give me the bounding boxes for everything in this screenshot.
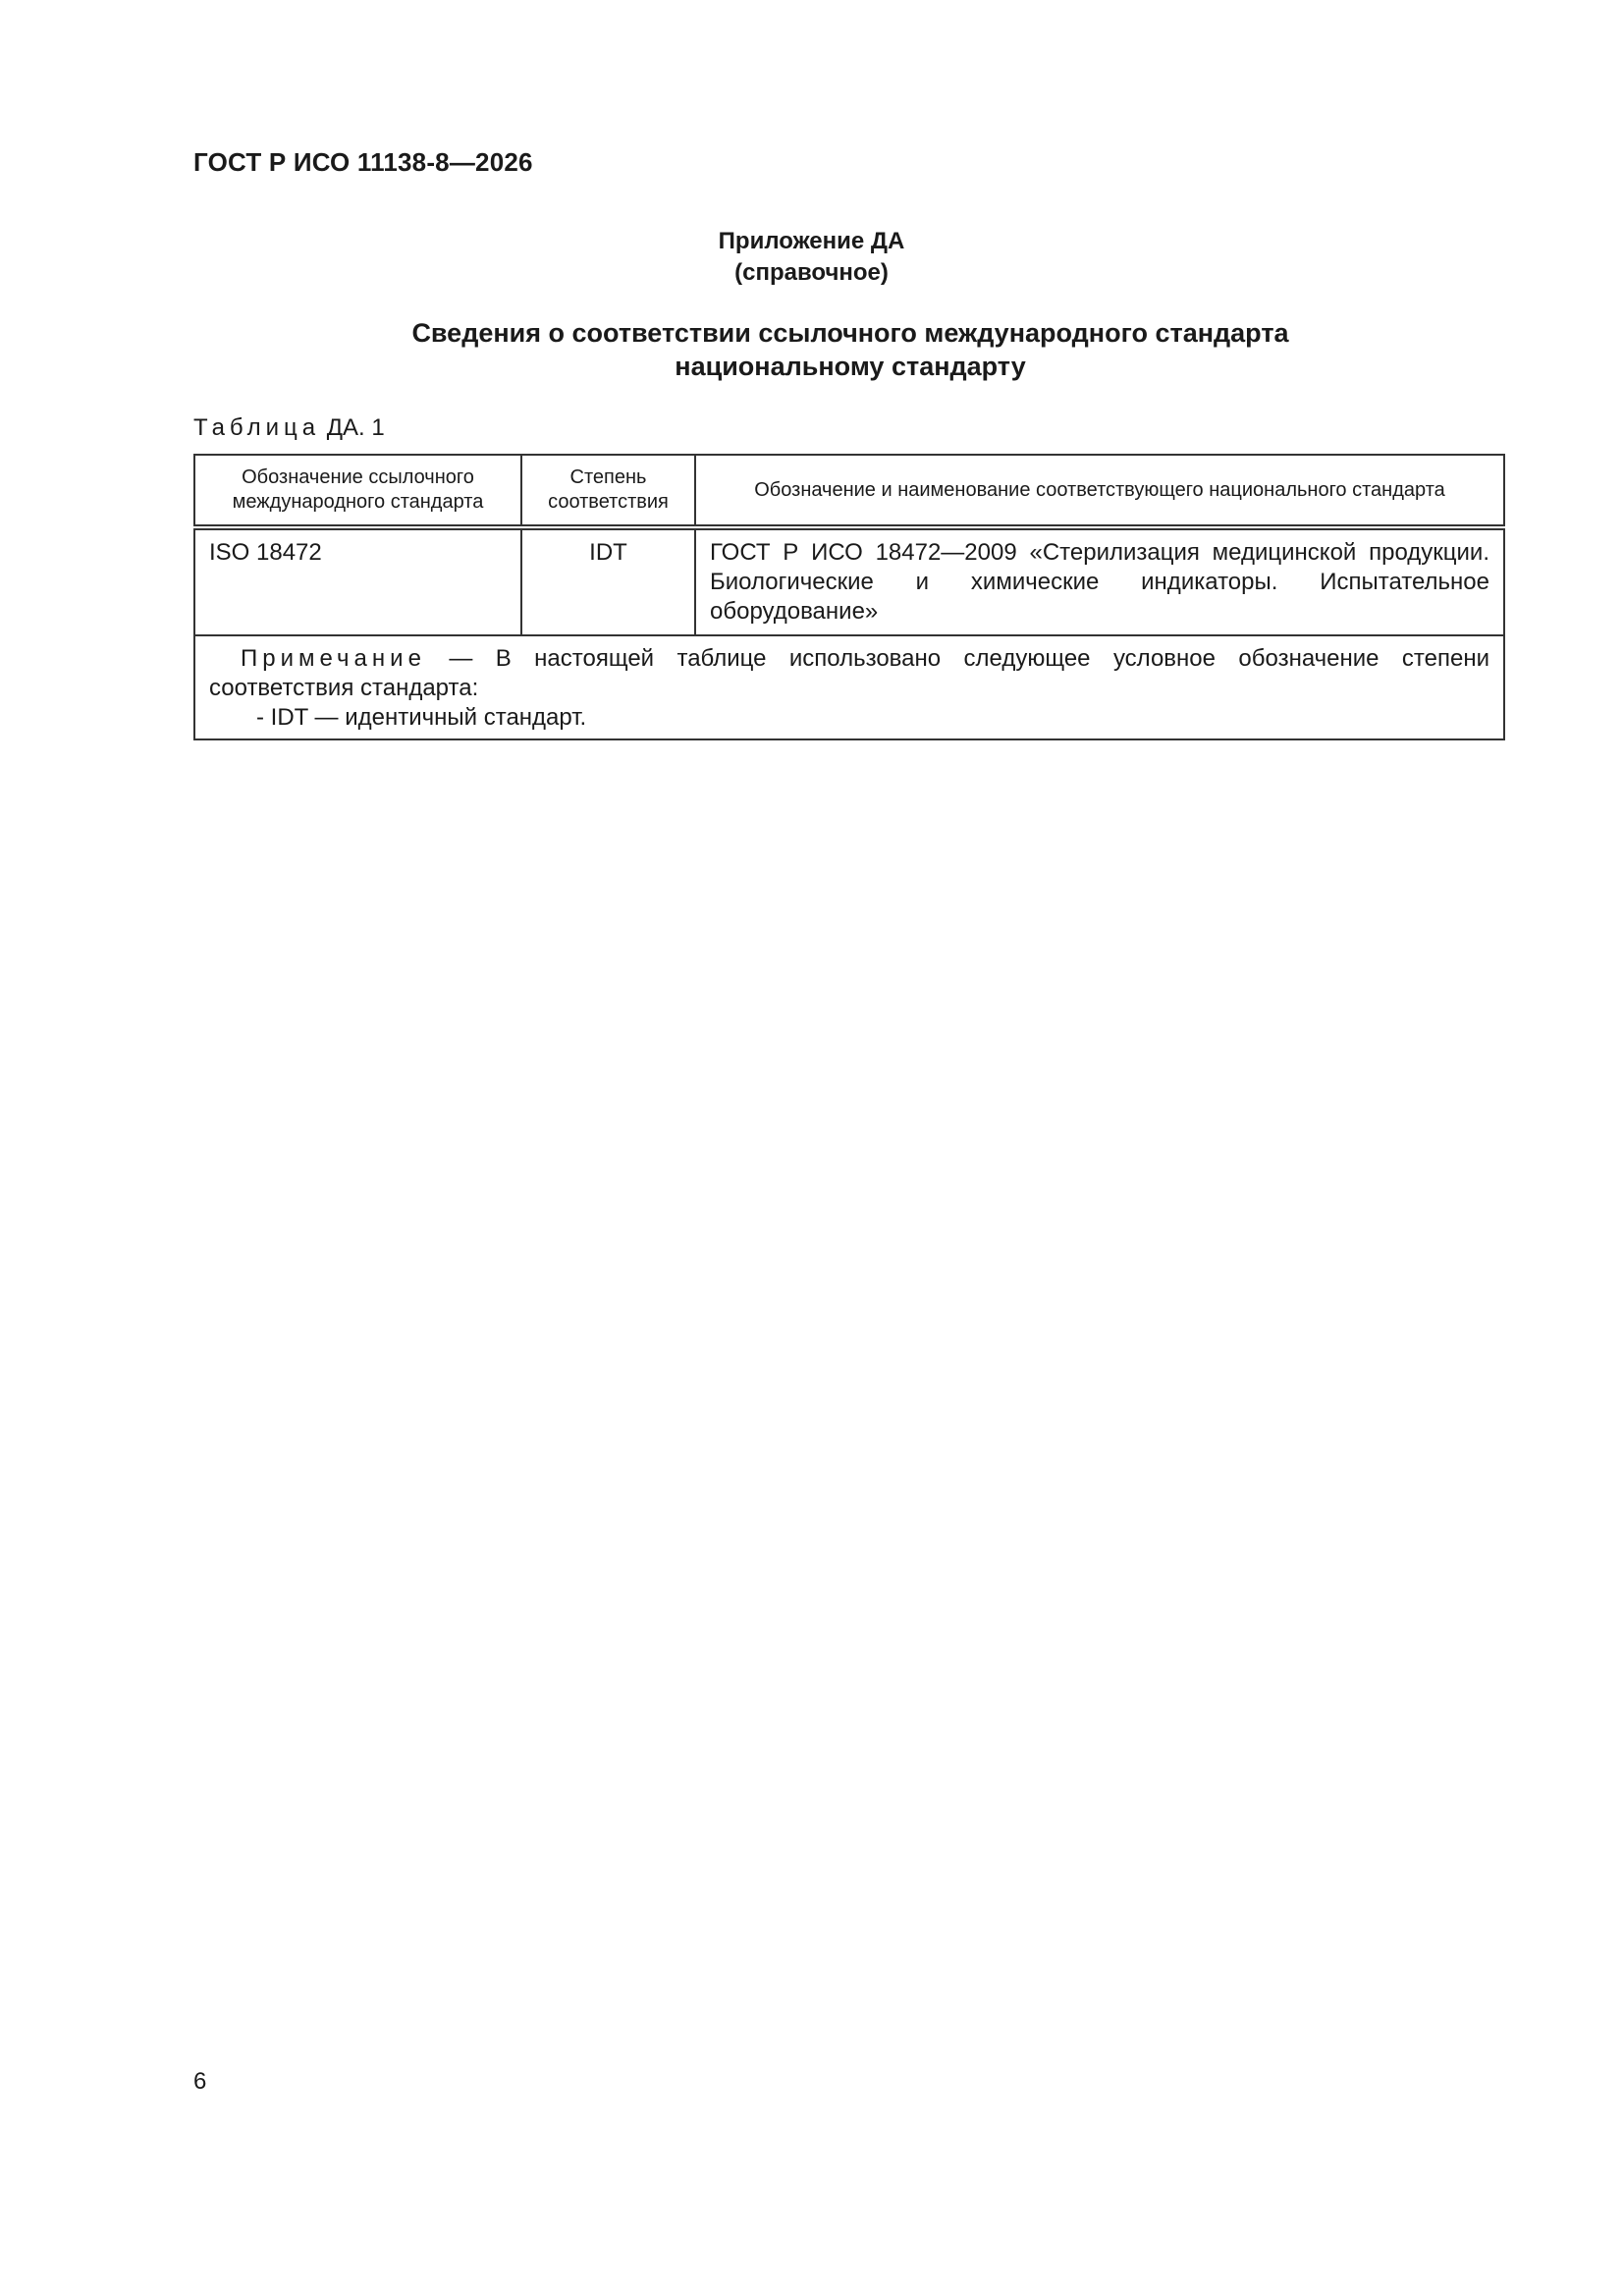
cell-reference: ISO 18472 [194, 527, 521, 635]
cell-degree: IDT [521, 527, 695, 635]
appendix-title: Приложение ДА [718, 228, 905, 254]
table-header-row [194, 455, 1504, 527]
appendix-heading [0, 226, 1623, 289]
note-label: Примечание [241, 645, 426, 672]
document-code: ГОСТ Р ИСО 11138-8—2026 [193, 147, 533, 177]
page-number: 6 [193, 2068, 207, 2095]
table-note-row [194, 635, 1504, 739]
table-note [194, 635, 1504, 739]
section-title-line2: национальному стандарту [675, 352, 1026, 381]
header-national-standard: Обозначение и наименование соответствующего национального стандарта [695, 455, 1504, 527]
appendix-status: (справочное) [734, 259, 889, 286]
section-title-line1: Сведения о соответствии ссылочного международного стандарта [411, 318, 1289, 348]
table-caption-number: ДА. 1 [326, 414, 385, 441]
header-reference-designation: Обозначение ссылочного международного стандарта [194, 455, 521, 527]
section-title [0, 316, 1623, 383]
table-caption-label: Таблица [193, 414, 321, 441]
note-text [209, 644, 1489, 703]
cell-national-standard: ГОСТ Р ИСО 18472—2009 «Стерилизация медицинской продукции. Биологические и химические индикаторы. Испытательное оборудование» [695, 527, 1504, 635]
table-caption [193, 414, 385, 442]
reference-table [193, 454, 1505, 740]
note-item: - IDT — идентичный стандарт. [256, 704, 587, 731]
table-row [194, 527, 1504, 635]
header-degree-of-conformity: Степень соответствия [521, 455, 695, 527]
note-body: — В настоящей таблице использовано следующее условное обозначение степени соответствия стандарта: [209, 645, 1490, 701]
